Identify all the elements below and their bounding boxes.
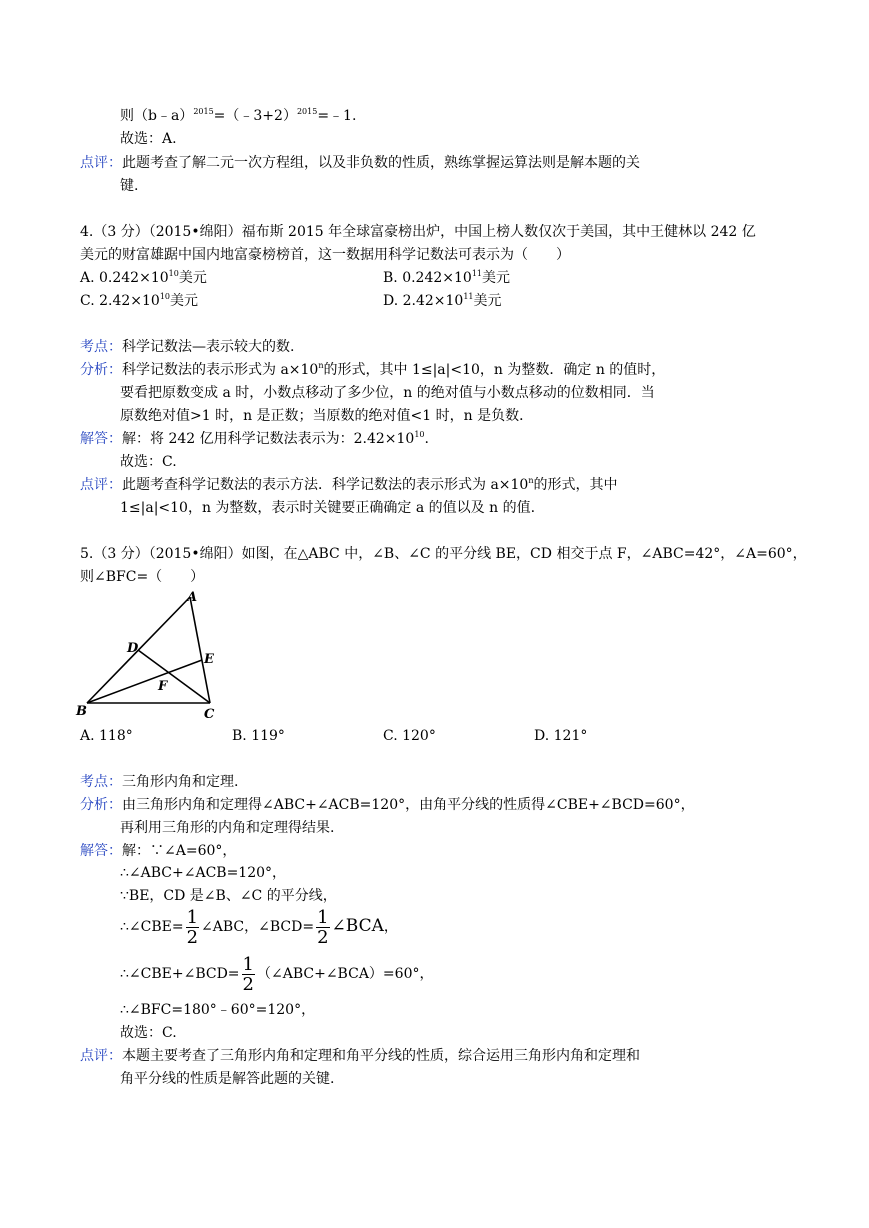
solution-tag: 解答：	[80, 431, 122, 447]
q5-knowledge-point: 考点：三角形内角和定理.	[80, 774, 239, 790]
triangle-lines	[87, 597, 210, 703]
q4-analysis-line2: 要看把原数变成 a 时，小数点移动了多少位，n 的绝对值与小数点移动的位数相同．当	[120, 385, 655, 401]
prev-choice-line: 故选：A.	[120, 131, 177, 147]
q5-review-line1: 点评：本题主要考查了三角形内角和定理和角平分线的性质，综合运用三角形内角和定理和	[80, 1048, 640, 1064]
q4-option-c: C. $2.42\times 10^{10}$美元	[80, 292, 199, 309]
label-e: E	[204, 652, 214, 667]
q5-review-line2: 角平分线的性质是解答此题的关键.	[120, 1071, 335, 1087]
bisector-be	[87, 660, 202, 703]
label-c: C	[204, 707, 215, 722]
q5-solution-line6: ∴∠BFC=180°﹣60°=120°，	[120, 1002, 316, 1018]
q5-solution-line2: ∴∠ABC+∠ACB=120°，	[120, 865, 287, 881]
q5-option-b: B. 119°	[232, 728, 285, 744]
q4-review-line2: 1≤|a|<10，n 为整数，表示时关键要正确确定 a 的值以及 n 的值.	[120, 500, 536, 516]
prev-review: 点评：此题考查了解二元一次方程组，以及非负数的性质，熟练掌握运算法则是解本题的关	[80, 155, 640, 171]
triangle-figure	[70, 588, 250, 723]
q4-option-a: A. $0.242\times 10^{10}$美元	[80, 269, 207, 286]
q5-option-a: A. 118°	[80, 728, 133, 744]
review-tag: 点评：	[80, 1048, 122, 1064]
knowledge-tag: 考点：	[80, 774, 122, 790]
review-tag: 点评：	[80, 155, 122, 171]
review-tag: 点评：	[80, 477, 122, 493]
q5-stem-line2: 则∠BFC=（ ）	[80, 569, 205, 585]
label-f: F	[158, 679, 168, 694]
knowledge-tag: 考点：	[80, 339, 122, 355]
q5-option-c: C. 120°	[383, 728, 436, 744]
q5-solution-line3: ∵BE，CD 是∠B、∠C 的平分线，	[120, 888, 337, 904]
side-ac	[190, 597, 210, 703]
q5-solution-line5: ∴∠CBE+∠BCD= $\frac{1}{2}$ （∠ABC+∠BCA）=60°，	[120, 953, 434, 995]
fraction-half: $\frac{1}{2}$	[317, 906, 329, 948]
q4-analysis-line1: 分析：科学记数法的表示形式为 $a\times 10^n$的形式，其中 1≤|a|<10，n 为整数．确定 n 的值时，	[80, 361, 666, 378]
q4-analysis-line3: 原数绝对值>1 时，n 是正数；当原数的绝对值<1 时，n 是负数．	[120, 408, 534, 424]
q4-solution-line1: 解答：解：将 242 亿用科学记数法表示为：$2.42\times 10^{10}$.	[80, 430, 429, 447]
q5-stem-line1: 5.（3 分）（2015•绵阳）如图，在△ABC 中，∠B、∠C 的平分线 BE，CD 相交于点 F，∠ABC=42°，∠A=60°，	[80, 546, 807, 562]
q4-knowledge-point: 考点：科学记数法—表示较大的数.	[80, 339, 295, 355]
q5-solution-line7: 故选：C.	[120, 1025, 177, 1041]
bisector-cd	[138, 650, 210, 703]
fraction-half: $\frac{1}{2}$	[242, 953, 254, 995]
fraction-half: $\frac{1}{2}$	[186, 906, 199, 948]
solution-tag: 解答：	[80, 843, 122, 859]
q5-solution-line4: ∴∠CBE= $\frac{1}{2}$ ∠ABC，∠BCD= $\frac{1}{2}$ ∠BCA，	[120, 906, 398, 948]
q4-stem-line1: 4.（3 分）（2015•绵阳）福布斯 2015 年全球富豪榜出炉，中国上榜人数仅次于美国，其中王健林以 242 亿	[80, 224, 756, 240]
prev-review-cont: 键.	[120, 178, 139, 194]
q5-solution-line1: 解答：解：∵∠A=60°，	[80, 843, 237, 859]
analysis-tag: 分析：	[80, 362, 122, 378]
q4-option-d: D. $2.42\times 10^{11}$美元	[383, 292, 502, 309]
q4-review-line1: 点评：此题考查科学记数法的表示方法．科学记数法的表示形式为 $a\times 10^n$的形式，其中	[80, 476, 618, 493]
prev-answer-line: 则（b﹣a）$^{2015}$=（﹣3+2）$^{2015}$=﹣1.	[120, 107, 357, 124]
analysis-tag: 分析：	[80, 797, 122, 813]
q5-analysis-line2: 再利用三角形的内角和定理得结果.	[120, 820, 335, 836]
q4-solution-line2: 故选：C.	[120, 454, 177, 470]
q5-option-d: D. 121°	[534, 728, 588, 744]
label-b: B	[76, 704, 87, 719]
q4-stem-line2: 美元的财富雄踞中国内地富豪榜榜首，这一数据用科学记数法可表示为（ ）	[80, 247, 570, 263]
label-a: A	[187, 590, 198, 605]
label-d: D	[127, 641, 139, 656]
q5-analysis-line1: 分析：由三角形内角和定理得∠ABC+∠ACB=120°，由角平分线的性质得∠CBE+∠BCD=60°，	[80, 797, 695, 813]
q4-option-b: B. $0.242\times 10^{11}$美元	[383, 269, 510, 286]
